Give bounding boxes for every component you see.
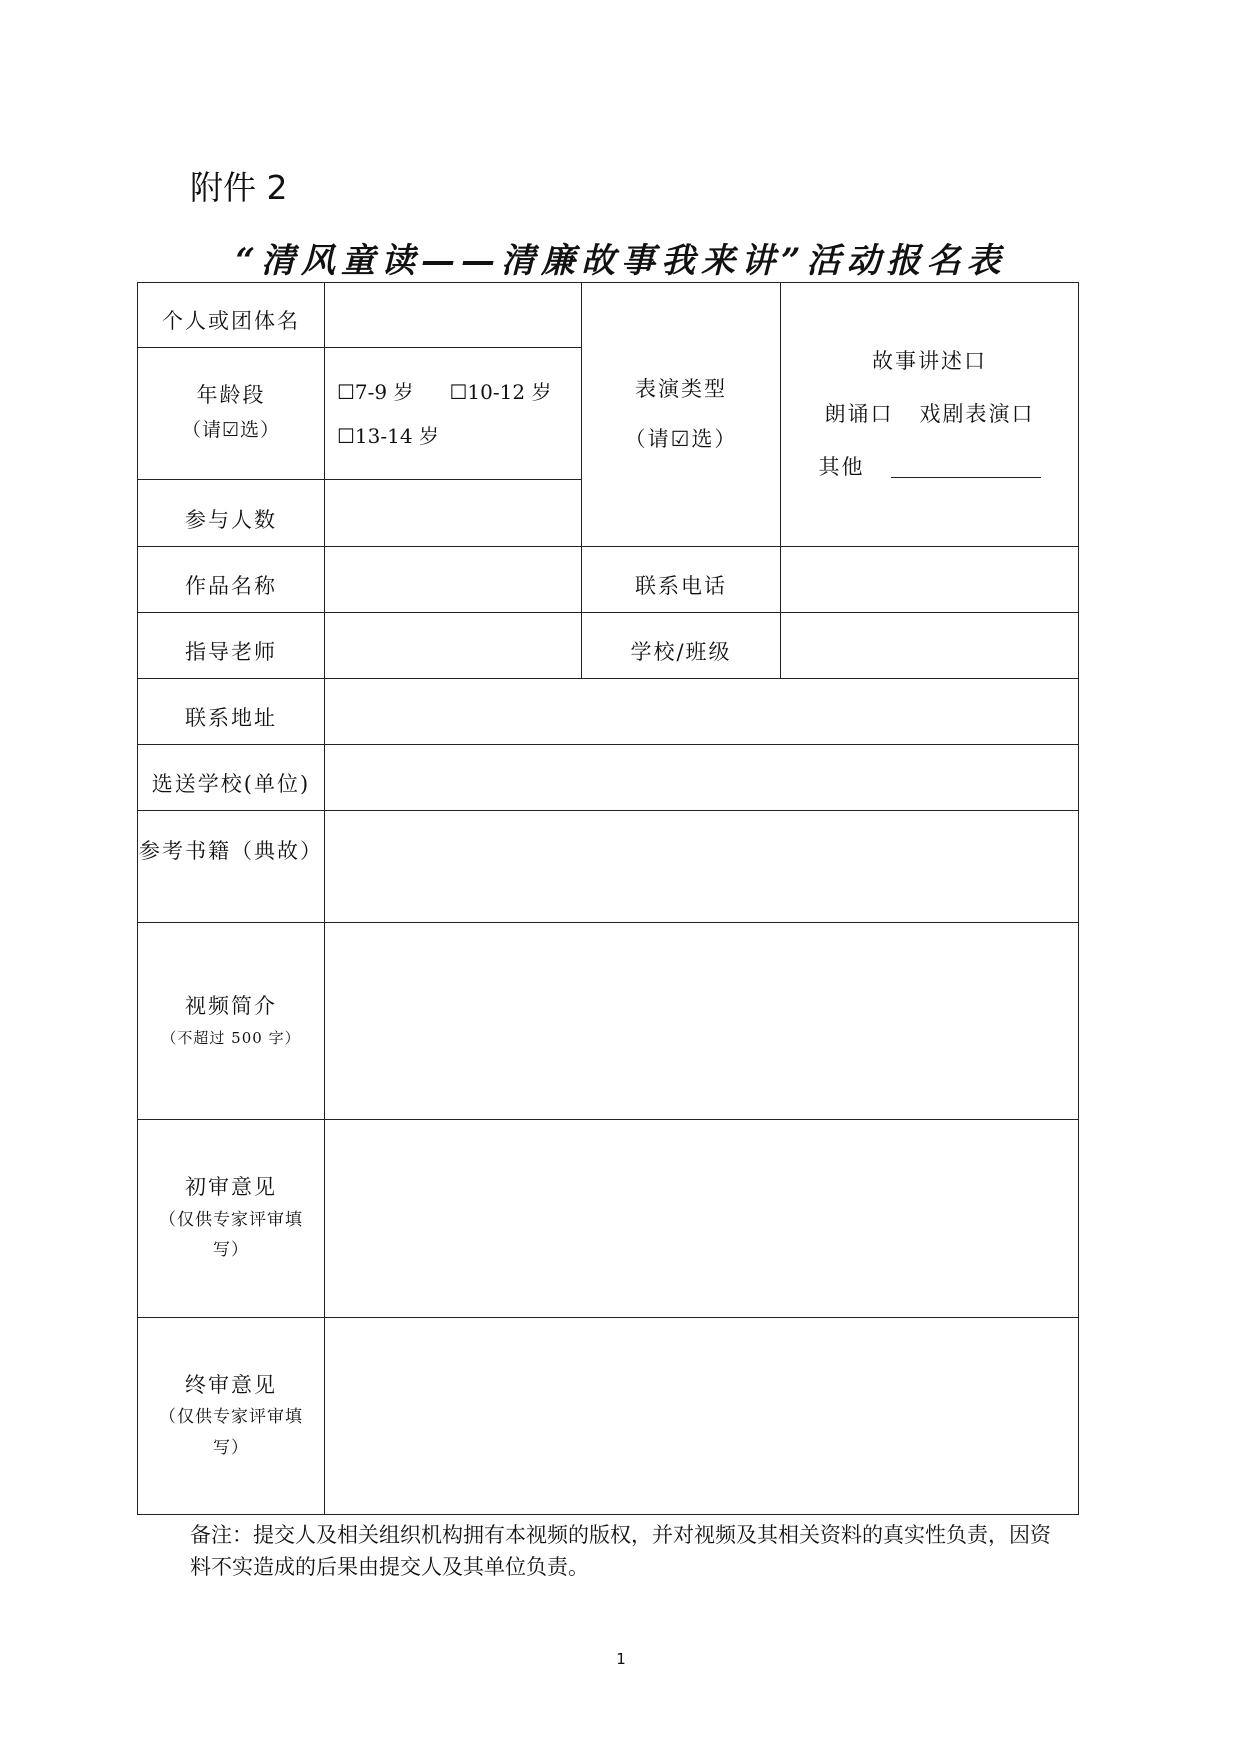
type-option-story[interactable]: 故事讲述口 [872, 349, 987, 373]
final-review-label-cell [137, 1317, 325, 1515]
age-hint: （请☑选） [181, 419, 281, 442]
type-hint: （请☑选） [624, 426, 738, 451]
sending-school-label-cell [137, 744, 325, 811]
first-review-input-cell[interactable] [324, 1119, 1079, 1318]
age-label-cell [137, 347, 325, 480]
teacher-input-cell[interactable] [324, 612, 582, 679]
teacher-label-cell [137, 612, 325, 679]
intro-label-cell [137, 922, 325, 1120]
teacher-label: 指导老师 [185, 640, 277, 665]
intro-hint: （不超过 500 字） [161, 1028, 301, 1047]
age-label: 年龄段 [196, 382, 266, 407]
registration-form-table [137, 282, 1079, 1515]
sending-school-label: 选送学校(单位) [151, 772, 311, 797]
name-label: 个人或团体名 [162, 309, 300, 334]
school-class-input-cell[interactable] [780, 612, 1079, 679]
school-class-label: 学校/班级 [630, 640, 732, 665]
address-input-cell[interactable] [324, 678, 1079, 745]
work-name-label: 作品名称 [185, 574, 277, 599]
type-option-recitation[interactable]: 朗诵口 [824, 402, 894, 426]
work-name-label-cell [137, 546, 325, 613]
first-review-hint: （仅供专家评审填写） [159, 1209, 303, 1261]
reference-input-cell[interactable] [324, 810, 1079, 923]
reference-label-cell [137, 810, 325, 923]
type-other-blank[interactable] [891, 457, 1041, 478]
participants-label: 参与人数 [185, 508, 277, 533]
address-label-cell [137, 678, 325, 745]
final-review-input-cell[interactable] [324, 1317, 1079, 1515]
phone-label-cell [581, 546, 781, 613]
type-label-cell [581, 282, 781, 547]
first-review-label-cell [137, 1119, 325, 1318]
age-option-13-14[interactable]: ☐13-14 岁 [337, 423, 439, 448]
sending-school-input-cell[interactable] [324, 744, 1079, 811]
reference-label: 参考书籍（典故） [139, 839, 323, 863]
attachment-label: 附件 2 [190, 168, 288, 207]
page-number: 1 [616, 1650, 626, 1668]
type-label: 表演类型 [635, 376, 727, 401]
name-label-cell [137, 282, 325, 348]
form-title: “清风童读——清廉故事我来讲”活动报名表 [235, 241, 1007, 281]
participants-input-cell[interactable] [324, 479, 582, 547]
work-name-input-cell[interactable] [324, 546, 582, 613]
age-option-7-9[interactable]: ☐7-9 岁 [337, 379, 414, 404]
phone-label: 联系电话 [635, 574, 727, 599]
type-option-other[interactable]: 其他 [818, 455, 865, 479]
age-option-10-12[interactable]: ☐10-12 岁 [449, 379, 552, 404]
address-label: 联系地址 [185, 706, 277, 731]
footer-note: 备注：提交人及相关组织机构拥有本视频的版权，并对视频及其相关资料的真实性负责，因资料不实造成的后果由提交人及其单位负责。 [190, 1523, 1051, 1579]
type-option-drama[interactable]: 戏剧表演口 [919, 402, 1035, 426]
participants-label-cell [137, 479, 325, 547]
school-class-label-cell [581, 612, 781, 679]
intro-label: 视频简介 [185, 993, 277, 1018]
phone-input-cell[interactable] [780, 546, 1079, 613]
final-review-label: 终审意见 [185, 1372, 277, 1397]
age-options-cell [324, 347, 582, 480]
final-review-hint: （仅供专家评审填写） [159, 1407, 303, 1458]
name-input-cell[interactable] [324, 282, 582, 348]
intro-input-cell[interactable] [324, 922, 1079, 1120]
type-options-cell [780, 282, 1079, 547]
first-review-label: 初审意见 [185, 1175, 277, 1200]
